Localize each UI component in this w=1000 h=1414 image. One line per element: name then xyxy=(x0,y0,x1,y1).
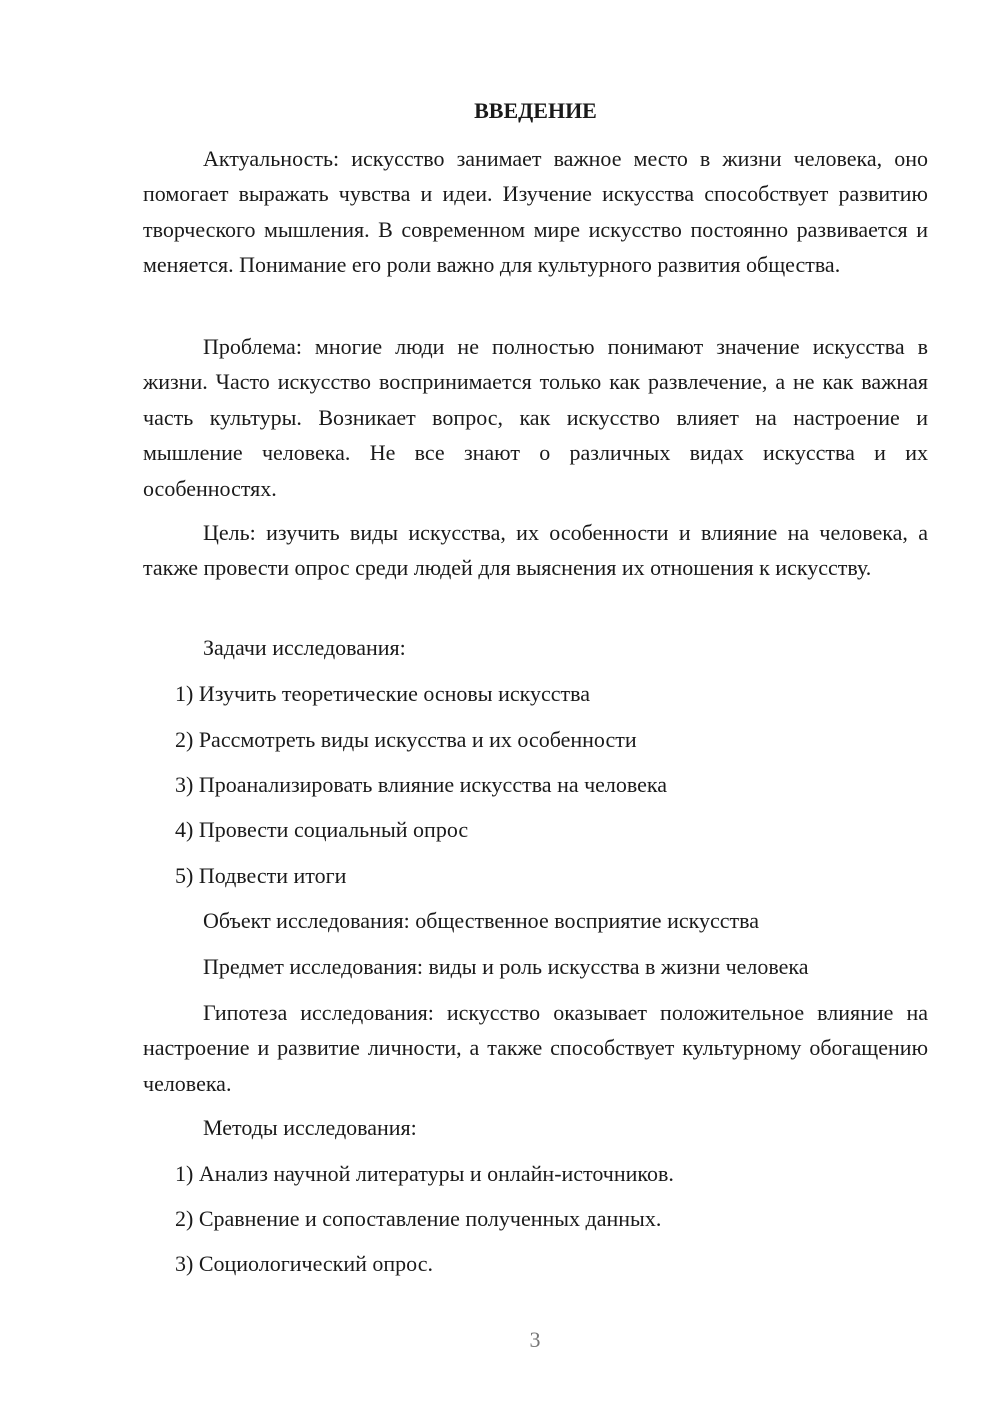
task-item-3: 3) Проанализировать влияние искусства на человека xyxy=(175,772,668,797)
document-page xyxy=(143,0,928,1414)
task-item-4: 4) Провести социальный опрос xyxy=(175,817,469,842)
hypothesis-paragraph: Гипотеза исследования: искусство оказывает положительное влияние на настроение и развитие личности, а также способствует культурному обогащению человека. xyxy=(143,1000,928,1096)
tasks-heading: Задачи исследования: xyxy=(203,635,406,660)
methods-heading: Методы исследования: xyxy=(203,1115,417,1140)
method-item-2: 2) Сравнение и сопоставление полученных данных. xyxy=(175,1206,662,1231)
research-object: Объект исследования: общественное восприятие искусства xyxy=(203,908,759,933)
research-subject: Предмет исследования: виды и роль искусства в жизни человека xyxy=(203,954,809,979)
task-item-2: 2) Рассмотреть виды искусства и их особенности xyxy=(175,727,637,752)
method-item-3: 3) Социологический опрос. xyxy=(175,1251,433,1276)
task-item-5: 5) Подвести итоги xyxy=(175,863,347,888)
task-item-1: 1) Изучить теоретические основы искусства xyxy=(175,681,591,706)
problem-paragraph: Проблема: многие люди не полностью понимают значение искусства в жизни. Часто искусство воспринимается только как развлечение, а не как важная часть культуры. Возникает вопрос, как искусство влияет на настроение и мышление человека. Не все знают о различных видах искусства и их особенностях. xyxy=(143,334,928,501)
goal-paragraph: Цель: изучить виды искусства, их особенности и влияние на человека, а также провести опрос среди людей для выяснения их отношения к искусству. xyxy=(143,520,928,581)
relevance-paragraph: Актуальность: искусство занимает важное место в жизни человека, оно помогает выражать чувства и идеи. Изучение искусства способствует развитию творческого мышления. В современном мире искусство постоянно развивается и меняется. Понимание его роли важно для культурного развития общества. xyxy=(143,146,928,278)
method-item-1: 1) Анализ научной литературы и онлайн-источников. xyxy=(175,1161,674,1186)
section-title: ВВЕДЕНИЕ xyxy=(474,98,597,123)
page-number: 3 xyxy=(529,1327,541,1352)
